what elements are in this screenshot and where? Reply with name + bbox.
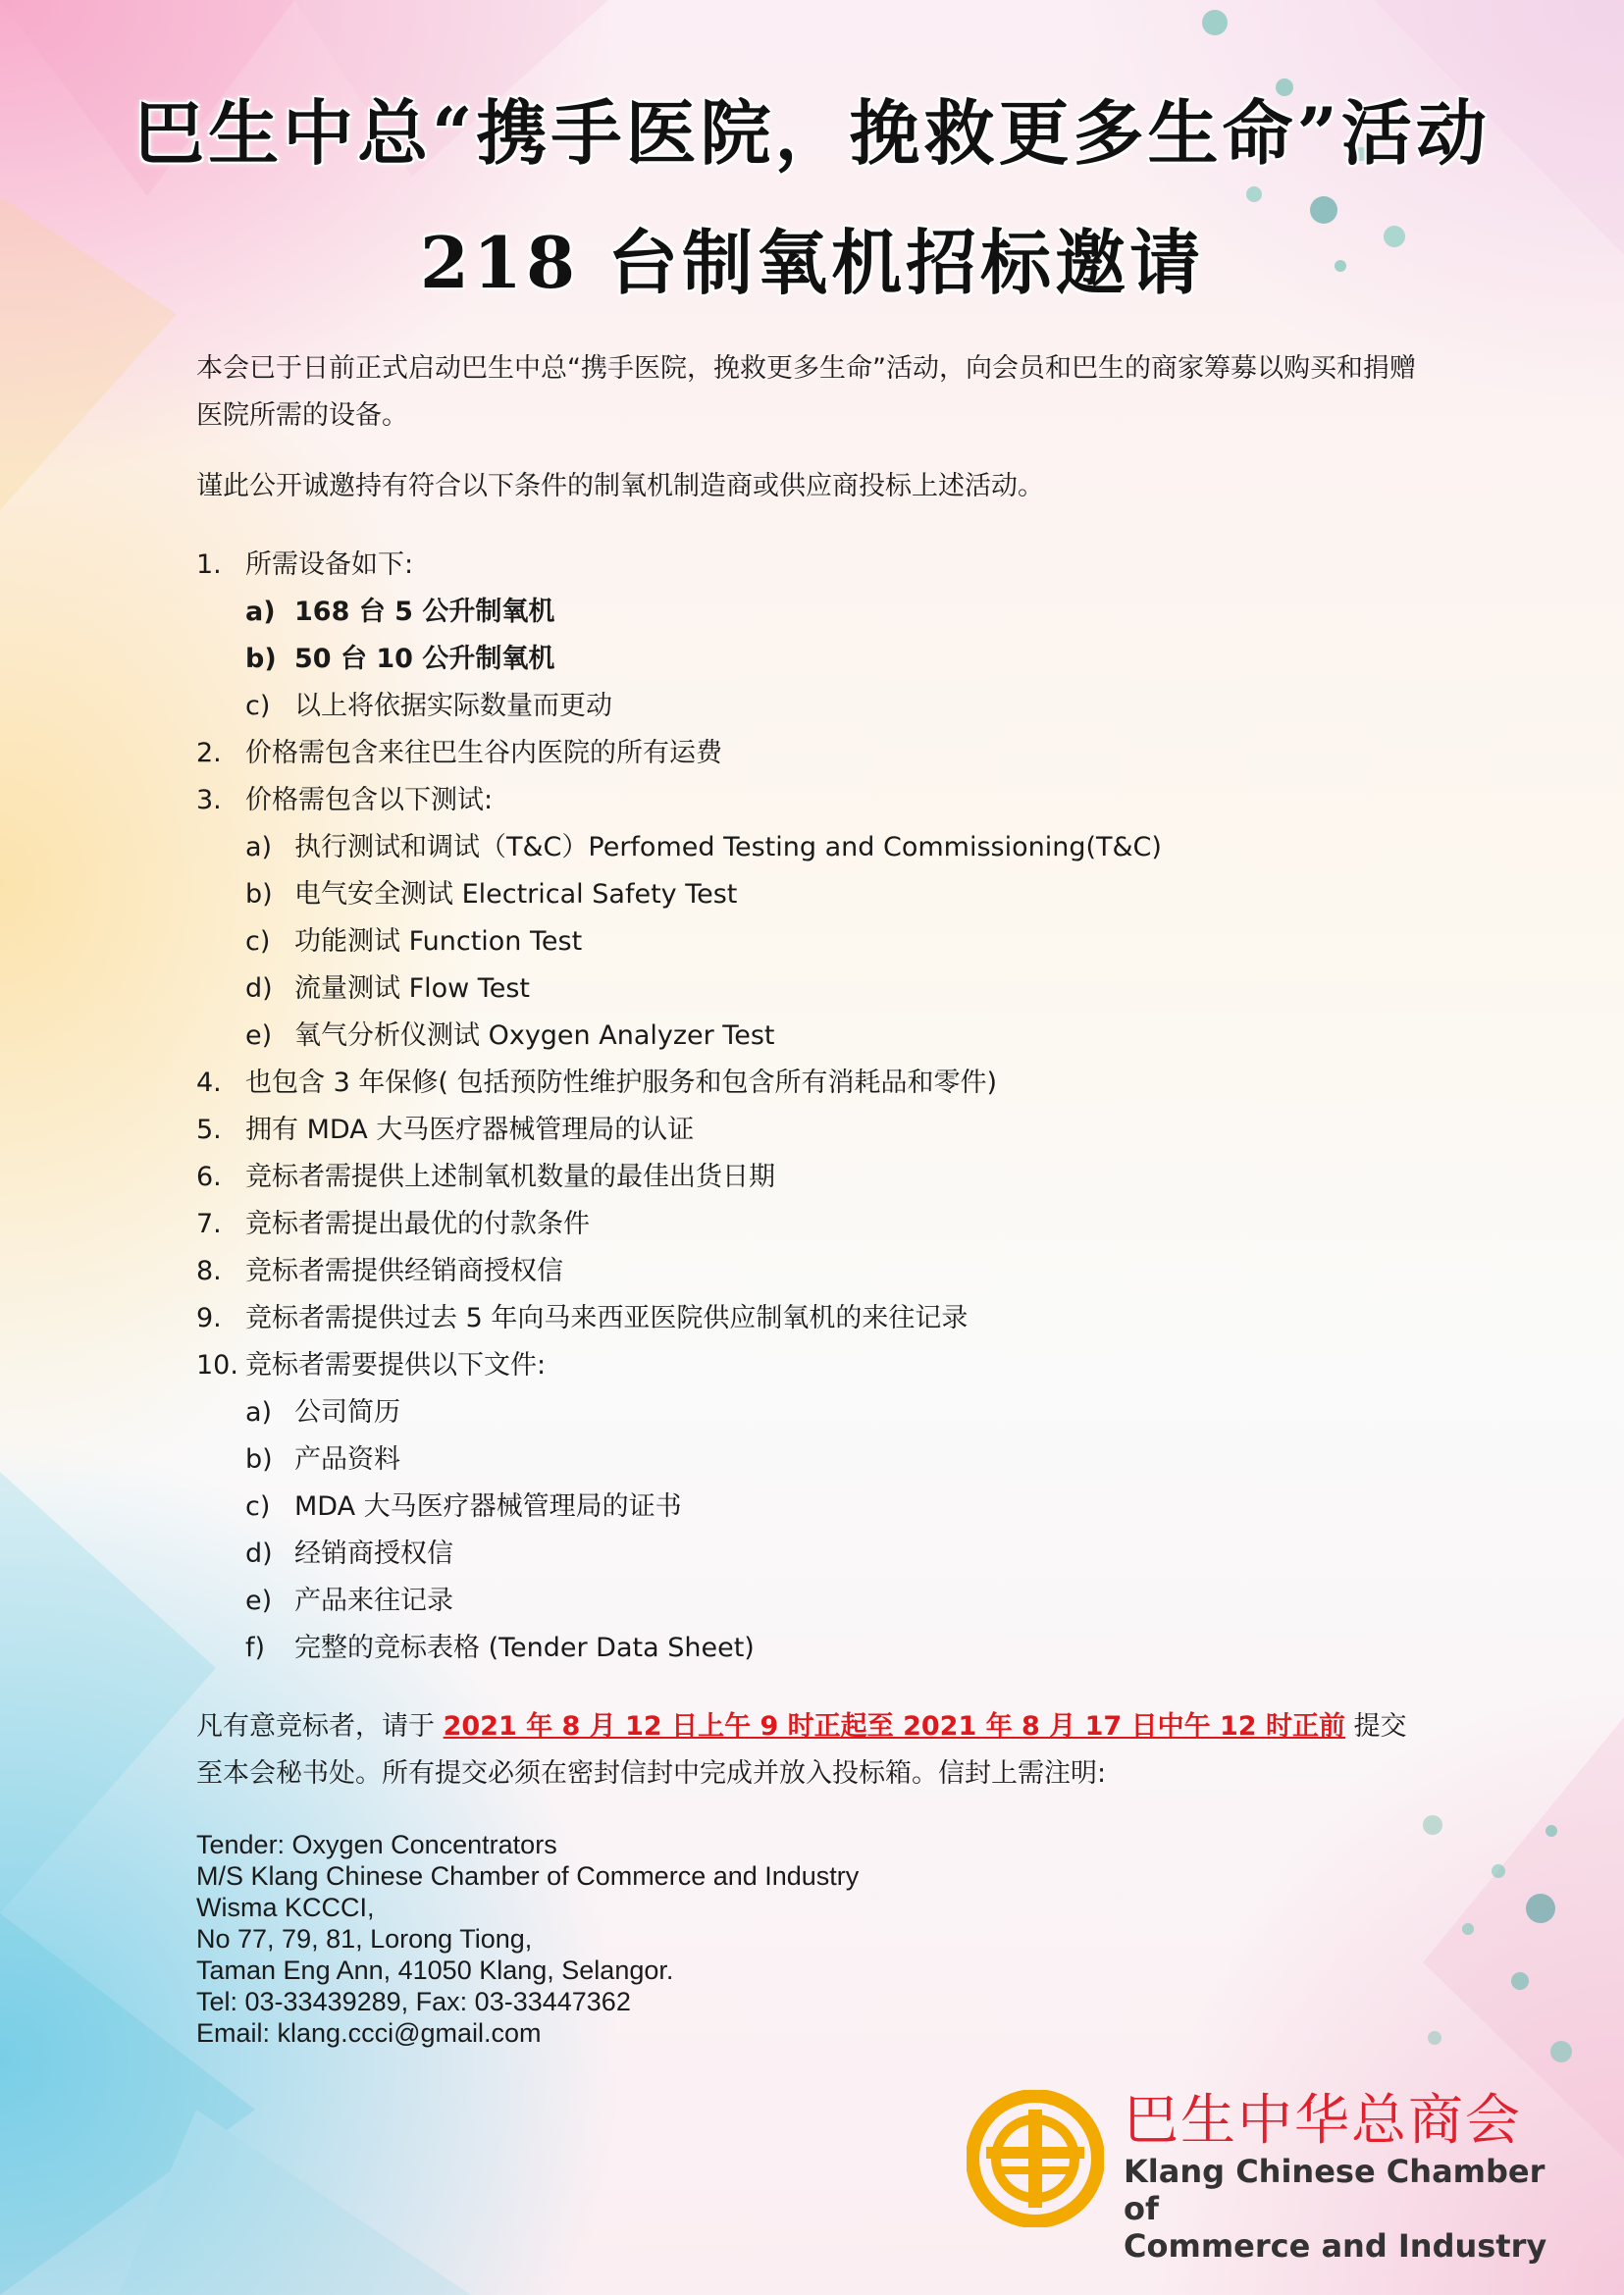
sub-list-item xyxy=(196,636,1433,683)
list-item xyxy=(196,1248,1433,1295)
submission-prefix: 凡有意竞标者，请于 xyxy=(196,1711,444,1742)
sub-list-item xyxy=(196,871,1433,918)
sub-list-item xyxy=(196,683,1433,730)
list-item xyxy=(196,1060,1433,1107)
mailing-address xyxy=(196,1829,1433,2049)
sub-list-item-text: 产品资料 xyxy=(294,1444,400,1475)
sub-list-item xyxy=(196,1531,1433,1578)
list-item-number: 10. xyxy=(196,1350,238,1381)
list-item-text: 竞标者需要提供以下文件: xyxy=(245,1350,547,1381)
sub-list-item xyxy=(196,918,1433,965)
list-item xyxy=(196,1154,1433,1201)
sub-list-item xyxy=(196,1625,1433,1672)
address-line: Wisma KCCCI, xyxy=(196,1893,375,1922)
list-item-text: 竞标者需提出最优的付款条件 xyxy=(245,1209,590,1239)
sub-list-item-text: 电气安全测试 Electrical Safety Test xyxy=(294,879,738,910)
sub-list-item-letter: f) xyxy=(245,1633,266,1663)
sub-list-item-letter: a) xyxy=(245,597,276,627)
document-body xyxy=(196,345,1433,2049)
sub-list-item-letter: b) xyxy=(245,879,273,910)
address-line: Tender: Oxygen Concentrators xyxy=(196,1830,557,1859)
list-item-number: 7. xyxy=(196,1209,222,1239)
sub-list-item xyxy=(196,1578,1433,1625)
address-line: M/S Klang Chinese Chamber of Commerce and Industry xyxy=(196,1861,860,1891)
sub-list-item xyxy=(196,589,1433,636)
list-item xyxy=(196,1201,1433,1248)
list-item-text: 价格需包含来往巴生谷内医院的所有运费 xyxy=(245,738,722,768)
address-line: Taman Eng Ann, 41050 Klang, Selangor. xyxy=(196,1956,674,1985)
list-item-text: 所需设备如下: xyxy=(245,549,414,580)
page-subtitle: 218 台制氧机招标邀请 xyxy=(419,221,1205,304)
address-line: Email: klang.ccci@gmail.com xyxy=(196,2018,542,2048)
list-item-number: 8. xyxy=(196,1256,222,1286)
sub-list-item-letter: e) xyxy=(245,1586,273,1616)
sub-list-item-letter: e) xyxy=(245,1020,273,1051)
list-item-text: 拥有 MDA 大马医疗器械管理局的认证 xyxy=(245,1115,695,1145)
list-item-text: 也包含 3 年保修( 包括预防性维护服务和包含所有消耗品和零件) xyxy=(245,1068,997,1098)
sub-list-item-letter: c) xyxy=(245,691,271,721)
list-item xyxy=(196,542,1433,589)
list-item-number: 1. xyxy=(196,549,222,580)
sub-list-item-letter: d) xyxy=(245,973,273,1004)
invitation-paragraph: 谨此公开诚邀持有符合以下条件的制氧机制造商或供应商投标上述活动。 xyxy=(196,471,1044,501)
sub-list-item-text: 公司简历 xyxy=(294,1397,400,1428)
list-item-text: 价格需包含以下测试: xyxy=(245,785,494,815)
list-item-number: 6. xyxy=(196,1162,222,1192)
sub-list-item-text: 经销商授权信 xyxy=(294,1539,453,1569)
sub-list-item-text: 完整的竞标表格 (Tender Data Sheet) xyxy=(294,1633,755,1663)
sub-list-item-text: 50 台 10 公升制氧机 xyxy=(294,644,555,674)
logo-name-en-1: Klang Chinese Chamber of xyxy=(1124,2153,1545,2227)
logo-name-en-2: Commerce and Industry xyxy=(1124,2227,1547,2265)
sub-list-item-text: 产品来往记录 xyxy=(294,1586,453,1616)
list-item-number: 5. xyxy=(196,1115,222,1145)
sub-list-item-letter: c) xyxy=(245,926,271,957)
sub-list-item xyxy=(196,1389,1433,1436)
sub-list-item xyxy=(196,1484,1433,1531)
page-title: 巴生中总“携手医院，挽救更多生命”活动 xyxy=(133,91,1491,175)
list-item-number: 2. xyxy=(196,738,222,768)
list-item-number: 3. xyxy=(196,785,222,815)
requirements-list xyxy=(196,542,1433,1672)
submission-deadline: 2021 年 8 月 12 日上午 9 时正起至 2021 年 8 月 17 日中午 12 时正前 xyxy=(443,1711,1345,1742)
sub-list-item-text: 168 台 5 公升制氧机 xyxy=(294,597,555,627)
kccci-logo xyxy=(967,2089,1585,2265)
sub-list-item-text: 执行测试和调试（T&C）Perfomed Testing and Commissioning(T&C) xyxy=(294,832,1162,862)
sub-list-item-letter: c) xyxy=(245,1491,271,1522)
kccci-emblem-icon xyxy=(967,2090,1104,2227)
address-line: No 77, 79, 81, Lorong Tiong, xyxy=(196,1924,533,1954)
sub-list-item xyxy=(196,1436,1433,1484)
list-item xyxy=(196,1295,1433,1342)
list-item xyxy=(196,777,1433,824)
submission-paragraph xyxy=(196,1703,1433,1798)
sub-list-item-letter: a) xyxy=(245,832,273,862)
sub-list-item-text: MDA 大马医疗器械管理局的证书 xyxy=(294,1491,682,1522)
sub-list-item xyxy=(196,824,1433,871)
sub-list-item xyxy=(196,1013,1433,1060)
list-item-text: 竞标者需提供过去 5 年向马来西亚医院供应制氧机的来往记录 xyxy=(245,1303,969,1333)
address-line: Tel: 03-33439289, Fax: 03-33447362 xyxy=(196,1987,631,2016)
list-item-number: 4. xyxy=(196,1068,222,1098)
intro-paragraph: 本会已于日前正式启动巴生中总“携手医院，挽救更多生命”活动，向会员和巴生的商家筹募以购买和捐赠医院所需的设备。 xyxy=(196,353,1416,431)
sub-list-item-letter: d) xyxy=(245,1539,273,1569)
sub-list-item xyxy=(196,965,1433,1013)
logo-name-cn: 巴生中华总商会 xyxy=(1124,2089,1522,2153)
sub-list-item-text: 氧气分析仪测试 Oxygen Analyzer Test xyxy=(294,1020,775,1051)
sub-list-item-letter: b) xyxy=(245,644,277,674)
list-item xyxy=(196,1107,1433,1154)
list-item-number: 9. xyxy=(196,1303,222,1333)
list-item-text: 竞标者需提供经销商授权信 xyxy=(245,1256,563,1286)
sub-list-item-letter: a) xyxy=(245,1397,273,1428)
sub-list-item-text: 功能测试 Function Test xyxy=(294,926,583,957)
sub-list-item-text: 以上将依据实际数量而更动 xyxy=(294,691,612,721)
submission-suffix: 提交至本会秘书处。所有提交必须在密封信封中完成并放入投标箱。信封上需注明: xyxy=(196,1711,1407,1789)
list-item xyxy=(196,730,1433,777)
sub-list-item-text: 流量测试 Flow Test xyxy=(294,973,530,1004)
list-item-text: 竞标者需提供上述制氧机数量的最佳出货日期 xyxy=(245,1162,775,1192)
list-item xyxy=(196,1342,1433,1389)
sub-list-item-letter: b) xyxy=(245,1444,273,1475)
